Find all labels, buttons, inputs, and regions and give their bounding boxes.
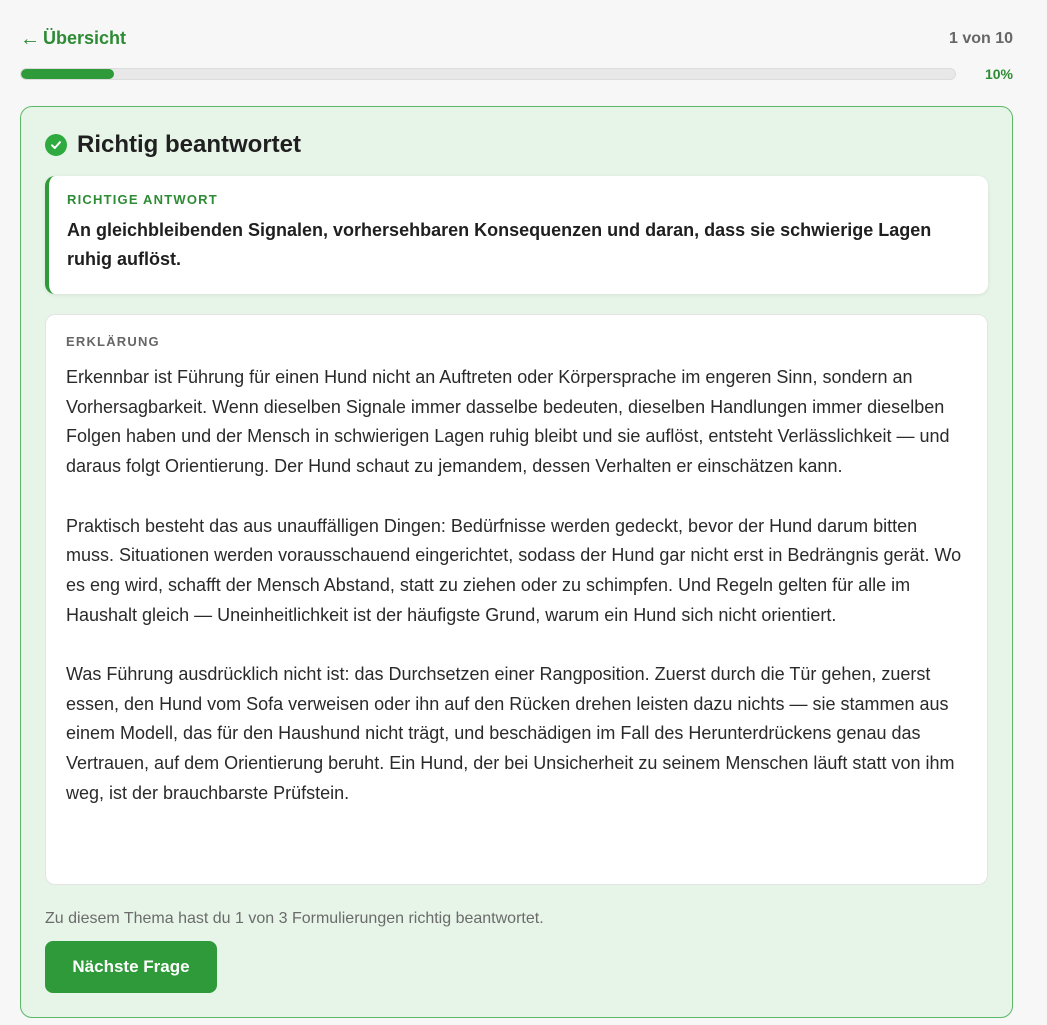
explanation-paragraph: Was Führung ausdrücklich nicht ist: das Durchsetzen einer Rangposition. Zuerst durch die Tür gehen, zuerst essen, den Hund vom Sofa verweisen oder ihn auf den Rücken drehen leisten dazu nichts — sie stammen aus einem Modell, das für den Haushund nicht trägt, und beschädigen im Fall des Herunterdrückens genau das Vertrauen, auf dem Orientierung beruht. Ein Hund, der bei Unsicherheit zu seinem Menschen läuft statt von ihm weg, ist der brauchbarste Prüfstein.: [66, 664, 955, 803]
progress-row: [20, 66, 1013, 82]
progress-percent: 10%: [984, 66, 1013, 82]
top-bar: [20, 26, 1013, 56]
back-link-label: Übersicht: [43, 28, 127, 48]
result-header: [45, 131, 301, 159]
progress-bar: [20, 68, 956, 80]
correct-answer-box: [45, 176, 988, 294]
result-card: [20, 106, 1013, 1018]
result-title: Richtig beantwortet: [77, 131, 302, 158]
explanation-text: [66, 363, 967, 809]
progress-bar-fill: [21, 69, 114, 79]
explanation-box: [45, 314, 988, 885]
explanation-label: ERKLÄRUNG: [66, 334, 160, 349]
question-counter: 1 von 10: [948, 30, 1013, 47]
arrow-left-icon: ←: [20, 27, 40, 50]
correct-answer-label: RICHTIGE ANTWORT: [67, 192, 218, 207]
topic-summary: Zu diesem Thema hast du 1 von 3 Formulierungen richtig beantwortet.: [45, 910, 544, 927]
explanation-paragraph: Praktisch besteht das aus unauffälligen Dingen: Bedürfnisse werden gedeckt, bevor der Hund darum bitten muss. Situationen werden vorausschauend eingerichtet, sodass der Hund gar nicht erst in Bedrängnis gerät. Wo es eng wird, schafft der Mensch Abstand, statt zu ziehen oder zu schimpfen. Und Regeln gelten für alle im Haushalt gleich — Uneinheitlichkeit ist der häufigste Grund, warum ein Hund sich nicht orientiert.: [66, 515, 962, 625]
correct-answer-text: An gleichbleibenden Signalen, vorhersehbaren Konsequenzen und daran, dass sie schwierige Lagen ruhig auflöst.: [67, 220, 932, 269]
explanation-paragraph: Erkennbar ist Führung für einen Hund nicht an Auftreten oder Körpersprache im engeren Sinn, sondern an Vorhersagbarkeit. Wenn dieselben Signale immer dasselbe bedeuten, dieselben Handlungen immer dieselben Folgen haben und der Mensch in schwierigen Lagen ruhig bleibt und sie auflöst, entsteht Verlässlichkeit — und daraus folgt Orientierung. Der Hund schaut zu jemandem, dessen Verhalten er einschätzen kann.: [66, 367, 950, 477]
back-to-overview-link[interactable]: [20, 28, 126, 49]
check-circle-icon: [45, 134, 67, 156]
next-question-button[interactable]: Nächste Frage: [45, 941, 217, 993]
